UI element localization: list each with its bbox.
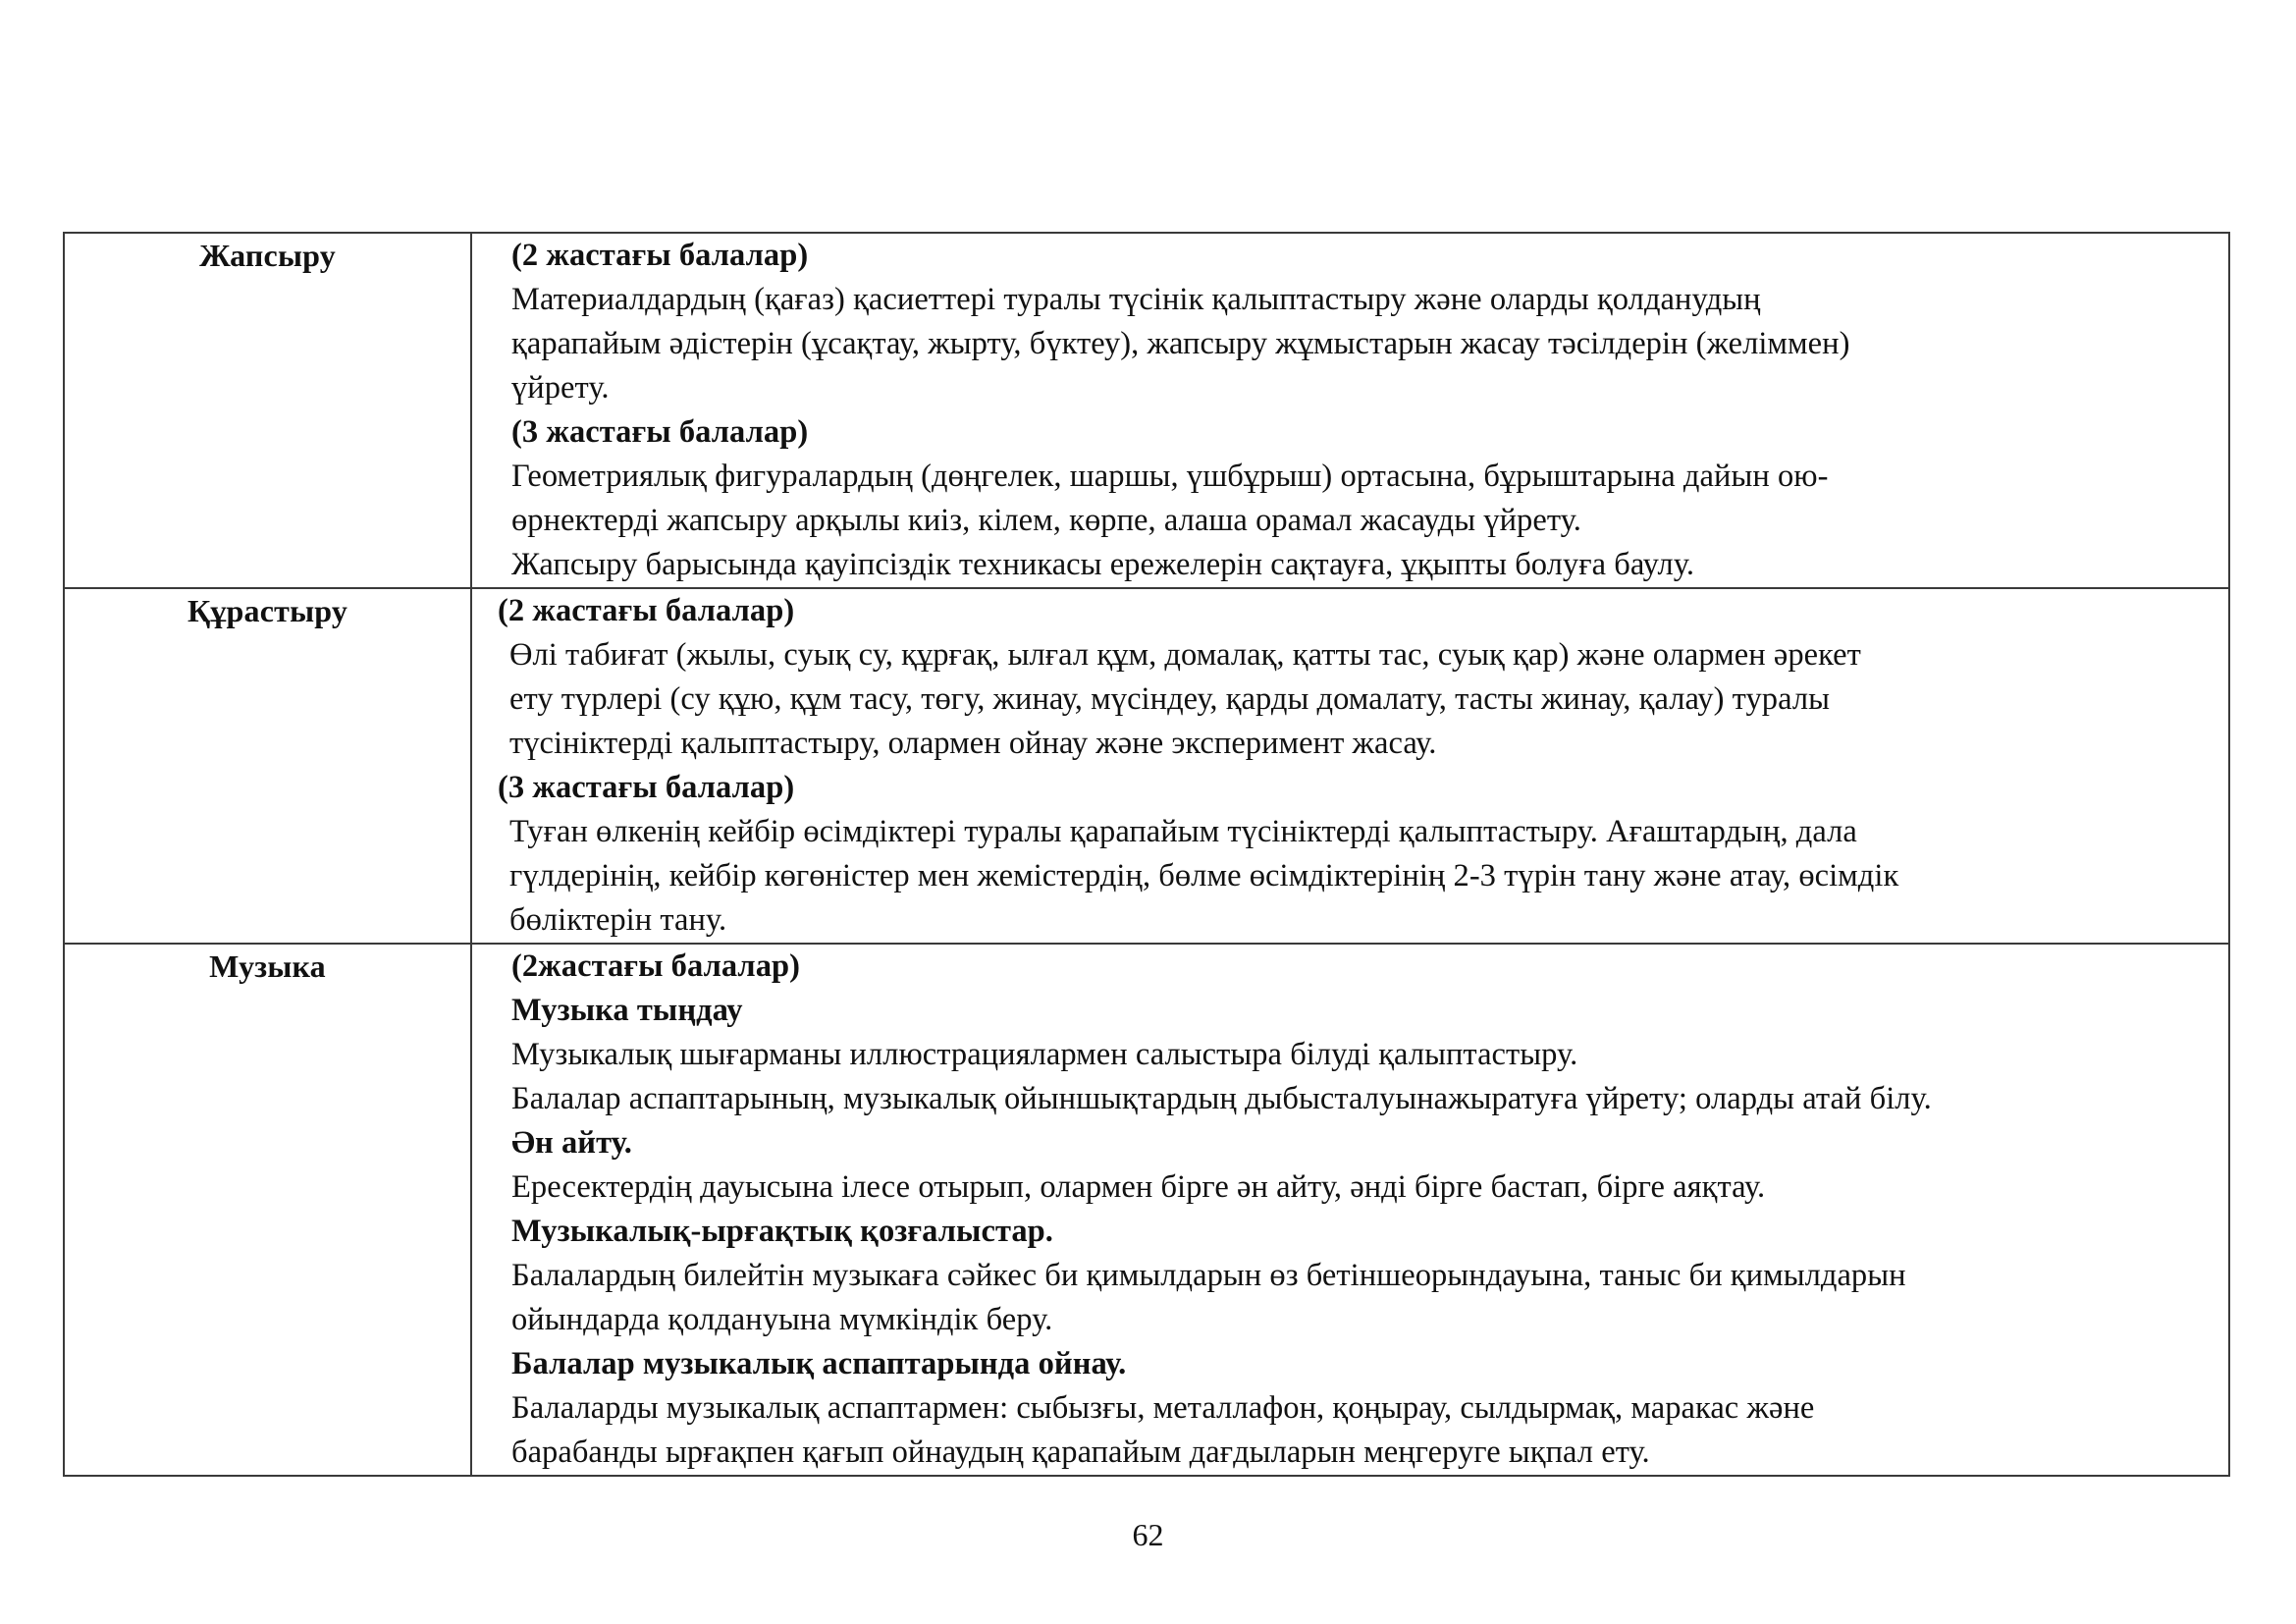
page-number: 62 [1132, 1517, 1164, 1552]
content-line: Өлі табиғат (жылы, суық су, құрғақ, ылғал құм, домалақ, қатты тас, суық қар) және олармен әрекет [509, 637, 1861, 673]
content-block [472, 589, 2228, 943]
content-line: түсініктерді қалыптастыру, олармен ойнау және эксперимент жасау. [509, 726, 1437, 761]
content-line: Ересектердің дауысына ілесе отырып, олармен бірге ән айту, әнді бірге бастап, бірге аяқтау. [511, 1169, 1766, 1205]
content-line: Балаларды музыкалық аспаптармен: сыбызғы, металлафон, қоңырау, сылдырмақ, маракас және [511, 1390, 1815, 1426]
section-heading: Балалар музыкалық аспаптарында ойнау. [511, 1346, 1127, 1381]
content-block [472, 945, 2228, 1475]
content-line: Балалар аспаптарының, музыкалық ойыншықтардың дыбысталуынажыратуға үйрету; оларды атай білу. [511, 1081, 1932, 1116]
content-line: өрнектерді жапсыру арқылы киіз, кілем, көрпе, алаша орамал жасауды үйрету. [511, 503, 1581, 538]
content-line: бөліктерін тану. [509, 902, 727, 938]
content-line: Жапсыру барысында қауіпсіздік техникасы ережелерін сақтауға, ұқыпты болуға баулу. [511, 547, 1695, 582]
curriculum-table [63, 232, 2230, 1477]
section-heading: (2 жастағы балалар) [511, 238, 809, 273]
subject-label: Жапсыру [199, 238, 336, 273]
content-line: үйрету. [511, 370, 610, 406]
content-cell [471, 233, 2229, 588]
section-heading: (3 жастағы балалар) [498, 770, 795, 805]
subject-label: Құрастыру [187, 593, 348, 628]
content-line: Геометриялық фигуралардың (дөңгелек, шаршы, үшбұрыш) ортасына, бұрыштарына дайын ою- [511, 459, 1829, 494]
content-line: Музыкалық шығарманы иллюстрациялармен салыстыра білуді қалыптастыру. [511, 1037, 1578, 1072]
content-block [472, 234, 2228, 587]
table-row-qurastyru [64, 588, 2229, 944]
section-heading: Музыка тыңдау [511, 993, 743, 1028]
section-heading: Ән айту. [511, 1125, 632, 1161]
table-row-zhapsyru [64, 233, 2229, 588]
content-line: қарапайым әдістерін (ұсақтау, жырту, бүктеу), жапсыру жұмыстарын жасау тәсілдерін (желіммен) [511, 326, 1850, 361]
content-line: Туған өлкенің кейбір өсімдіктері туралы қарапайым түсініктерді қалыптастыру. Ағаштардың, дала [509, 814, 1857, 849]
subject-cell [64, 588, 471, 944]
table-row-muzyka [64, 944, 2229, 1476]
section-heading: (3 жастағы балалар) [511, 414, 809, 450]
subject-cell [64, 233, 471, 588]
content-line: барабанды ырғақпен қағып ойнаудың қарапайым дағдыларын меңгеруге ықпал ету. [511, 1435, 1650, 1470]
section-heading: (2 жастағы балалар) [498, 593, 795, 628]
section-heading: (2жастағы балалар) [511, 948, 801, 984]
content-line: гүлдерінің, кейбір көгөністер мен жемістердің, бөлме өсімдіктерінің 2-3 түрін тану және атау, өсімдік [509, 858, 1899, 893]
content-line: Материалдардың (қағаз) қасиеттері туралы түсінік қалыптастыру және оларды қолданудың [511, 282, 1761, 317]
subject-cell [64, 944, 471, 1476]
content-line: ойындарда қолдануына мүмкіндік беру. [511, 1302, 1053, 1337]
content-cell [471, 588, 2229, 944]
subject-label: Музыка [209, 948, 326, 984]
content-line: ету түрлері (су құю, құм тасу, төгу, жинау, мүсіндеу, қарды домалату, тасты жинау, қалау) туралы [509, 681, 1830, 717]
content-cell [471, 944, 2229, 1476]
content-line: Балалардың билейтін музыкаға сәйкес би қимылдарын өз бетіншеорындауына, таныс би қимылдарын [511, 1258, 1906, 1293]
section-heading: Музыкалық-ырғақтық қозғалыстар. [511, 1214, 1053, 1249]
